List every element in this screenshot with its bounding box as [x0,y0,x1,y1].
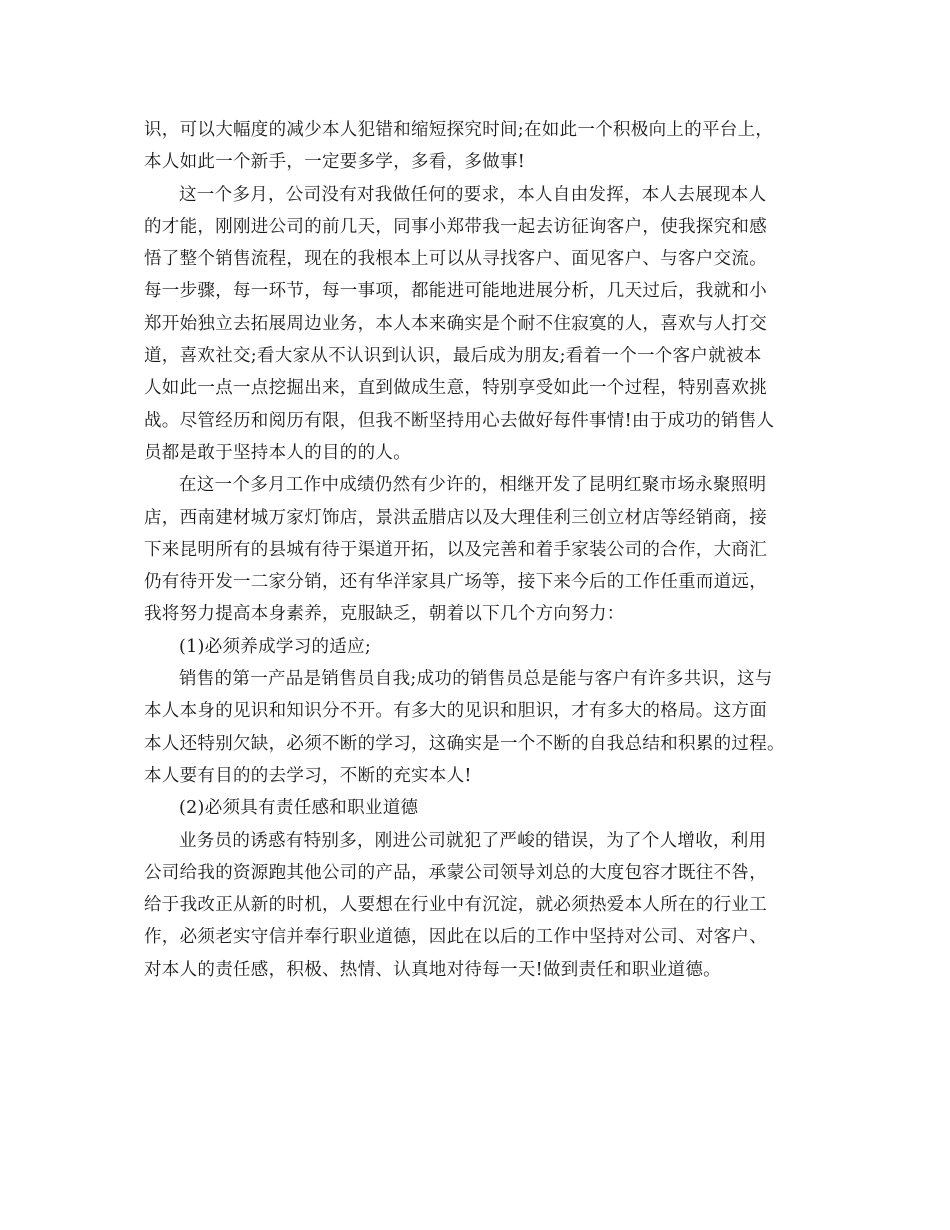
paragraph-start-line: 在这一个多月工作中成绩仍然有少许的，相继开发了昆明红聚市场永聚照明 [179,475,767,496]
document-body [144,114,809,986]
text-line: 本人本身的见识和知识分不开。有多大的见识和胆识，才有多大的格局。这方面 [144,701,767,722]
text-line: 郑开始独立去拓展周边业务，本人本来确实是个耐不住寂寞的人，喜欢与人打交 [144,313,767,334]
text-line: 本人要有目的的去学习，不断的充实本人! [144,765,472,786]
text-line: 悟了整个销售流程，现在的我根本上可以从寻找客户、面见客户、与客户交流。 [144,249,767,270]
text-line: 我将努力提高本身素养，克服缺乏，朝着以下几个方向努力： [144,604,625,625]
paragraph-start-line: 销售的第一产品是销售员自我;成功的销售员总是能与客户有许多共识，这与 [179,669,773,690]
text-line: 下来昆明所有的县城有待于渠道开拓，以及完善和着手家装公司的合作，大商汇 [144,539,767,560]
text-line: 道，喜欢社交;看大家从不认识到认识，最后成为朋友;看着一个一个客户就被本 [144,346,762,367]
text-line: 对本人的责任感，积极、热情、认真地对待每一天!做到责任和职业道德。 [144,959,721,980]
paragraph-start-line: 业务员的诱惑有特别多，刚进公司就犯了严峻的错误，为了个人增收，利用 [179,830,767,851]
text-line: 仍有待开发一二家分销，还有华洋家具广场等，接下来今后的工作任重而道远， [144,572,767,593]
paragraph-start-line: 这一个多月，公司没有对我做任何的要求，本人自由发挥，本人去展现本人 [179,184,767,205]
text-line: 本人还特别欠缺，必须不断的学习，这确实是一个不断的自我总结和积累的过程。 [144,733,785,754]
text-line: 给于我改正从新的时机，人要想在行业中有沉淀，就必须热爱本人所在的行业工 [144,895,767,916]
section-heading-2: (2)必须具有责任感和职业道德 [179,798,419,819]
text-line: 店，西南建材城万家灯饰店，景洪孟腊店以及大理佳利三创立材店等经销商，接 [144,507,767,528]
section-heading-1: (1)必须养成学习的适应; [179,636,372,657]
text-line: 人如此一点一点挖掘出来，直到做成生意，特别享受如此一个过程，特别喜欢挑 [144,378,767,399]
text-line: 战。尽管经历和阅历有限，但我不断坚持用心去做好每件事情!由于成功的销售人 [144,410,775,431]
text-line: 作，必须老实守信并奉行职业道德，因此在以后的工作中坚持对公司、对客户、 [144,927,767,948]
text-line: 本人如此一个新手，一定要多学，多看，多做事! [144,152,526,173]
text-line: 员都是敢于坚持本人的目的的人。 [144,442,411,463]
text-line: 公司给我的资源跑其他公司的产品，承蒙公司领导刘总的大度包容才既往不咎， [144,862,767,883]
text-line: 识，可以大幅度的减少本人犯错和缩短探究时间;在如此一个积极向上的平台上， [144,120,774,140]
text-line: 每一步骤，每一环节，每一事项，都能进可能地进展分析，几天过后，我就和小 [144,281,767,302]
text-line: 的才能，刚刚进公司的前几天，同事小郑带我一起去访征询客户，使我探究和感 [144,216,767,237]
